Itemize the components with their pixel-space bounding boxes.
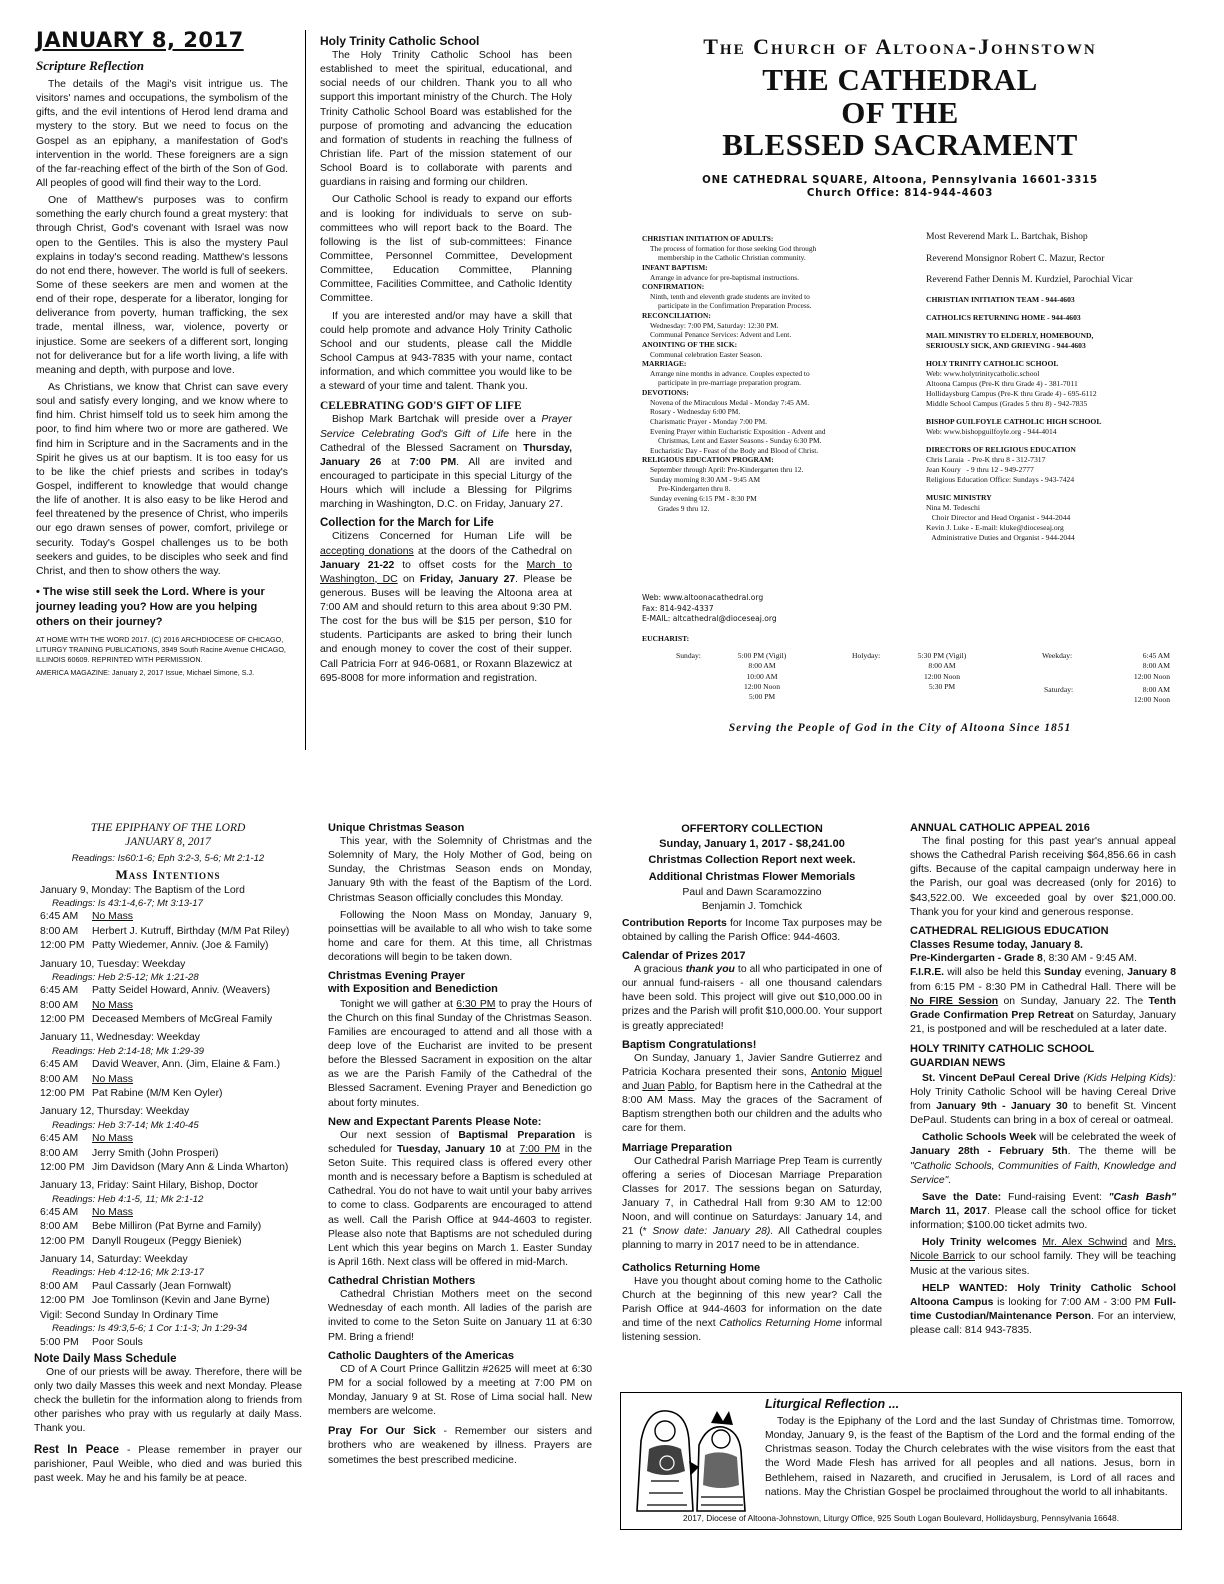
- serving-tagline: Serving the People of God in the City of Altoona Since 1851: [728, 722, 1072, 734]
- christian-mothers-paragraph: Cathedral Christian Mothers meet on the second Wednesday of each month. All ladies of the parish are invited to come to the Seton Suite on January 11 at 6:30 PM. Bring a friend!: [328, 1289, 592, 1343]
- religious-education-paragraph: Pre-Kindergarten - Grade 8, 8:30 AM - 9:45 AM. F.I.R.E. will also be held this Sunday evening, January 8 from 6:15 PM - 8:30 PM in Cathedral Hall. There will be No FIRE Session on Sunday, January 22. The Tenth Grade Confirmation Prep Retreat on Saturday, January 21, is postponed and will be rescheduled at a later date.: [910, 953, 1176, 1035]
- intention-time: 12:00 PM: [40, 1014, 85, 1026]
- weekday-times: 6:45 AM 8:00 AM 12:00 Noon: [1133, 651, 1170, 681]
- intention-time: 6:45 AM: [40, 1059, 79, 1071]
- intention-readings: Readings: Heb 3:7-14; Mk 1:40-45: [52, 1119, 199, 1131]
- contribution-reports: Contribution Reports for Income Tax purposes may be obtained by calling the Parish Office: 944-4603.: [622, 917, 882, 943]
- ministry-contact-line: Chris Laraia - Pre-K thru 8 - 312-7317: [926, 455, 1046, 465]
- contact-info: [642, 593, 904, 625]
- intention-day-title: January 12, Thursday: Weekday: [40, 1106, 190, 1118]
- unique-season-paragraph: Following the Noon Mass on Monday, January 9, poinsettias will be available to all who wish to take some home and care for them. At this time, all Christmas decorations will begin to be taken down.: [328, 909, 592, 964]
- copyright-credit: AT HOME WITH THE WORD 2017. (C) 2016 ARCHDIOCESE OF CHICAGO, LITURGY TRAINING PUBLICATIONS, 3949 South Racine Avenue CHICAGO, ILLINOIS 60609. REPRINTED WITH PERMISSION.: [36, 635, 286, 664]
- column-divider: [305, 30, 306, 750]
- ministry-contact-line: MUSIC MINISTRY: [926, 493, 992, 503]
- intention-time: 6:45 AM: [40, 985, 79, 997]
- intention-name: David Weaver, Ann. (Jim, Elaine & Fam.): [92, 1059, 281, 1071]
- intention-time: 6:45 AM: [40, 1133, 79, 1145]
- liturgical-reflection-text: Today is the Epiphany of the Lord and the last Sunday of Christmas time. Tomorrow, Monday, January 9, is the feast of the Baptism of the Lord and the formal ending of the Christmas season. Today the Church celebrates with the wise visitors from the east that the Word Made Flesh has arrived for all peoples and all nations. Jesus, born in Bethlehem, raised in Nazareth, and crucified in Jerusalem, is Lord of all races and nations. May the Christian Gospel be proclaimed throughout the world to all inhabitants.: [765, 1416, 1175, 1498]
- directory-line: participate in the Confirmation Preparation Process.: [658, 301, 812, 311]
- daily-mass-note: One of our priests will be away. Therefore, there will be only two daily Masses this week and next Monday. Please check the bulletin for the information along to friends from other parishes who pray with us regularly at daily Mass. Thank you.: [34, 1366, 302, 1435]
- directory-line: Pre-Kindergarten thru 8.: [658, 484, 731, 494]
- section-heading: Marriage Preparation: [622, 1141, 733, 1154]
- ministry-contact-line: Nina M. Tedeschi: [926, 503, 980, 513]
- directory-line: Christmas, Lent and Easter Seasons - Sunday 6:30 PM.: [658, 436, 822, 446]
- bishop-name: Most Reverend Mark L. Bartchak, Bishop: [926, 231, 1088, 242]
- intention-day-title: January 9, Monday: The Baptism of the Lord: [40, 884, 245, 896]
- intention-day: [34, 1253, 302, 1309]
- directory-line: September through April: Pre-Kindergarten thru 12.: [650, 465, 804, 474]
- directory-line: Sunday morning 8:30 AM - 9:45 AM: [650, 474, 761, 484]
- directory-line: The process of formation for those seeking God through: [650, 243, 817, 253]
- intention-row: [34, 984, 302, 998]
- directory-line: Sunday evening 6:15 PM - 8:30 PM: [650, 493, 757, 503]
- school-paragraph: The Holy Trinity Catholic School has been established to meet the spiritual, educational, and social needs of our children. Thank you to all who support this important ministry of the Church. The Holy Trinity Catholic School Board was established for the purpose of promoting and advancing the education and formation of students in reaching the fullness of Christian life. Part of the mission statement of our School Board is to collaborate with parents and guardians in raising and forming our children.: [320, 50, 572, 189]
- flower-memorials: Additional Christmas Flower Memorials Paul and Dawn Scaramozzino Benjamin J. Tomchick: [648, 871, 856, 913]
- catholics-returning-paragraph: Have you thought about coming home to the Catholic Church at the beginning of this new year? Call the Parish Office at 944-4603 for information on the date and time of the next Catholics Returning Home informal listening session.: [622, 1275, 883, 1344]
- ministry-contact-line: Middle School Campus (Grades 5 thru 8) - 942-7835: [926, 399, 1088, 409]
- intention-row: [34, 925, 302, 939]
- intention-name: No Mass: [92, 1073, 133, 1085]
- reflection-paragraph: As Christians, we know that Christ can save every soul and satisfy every longing, and we know where to find him. Christ himself told us to seek him among the poor, to find him where two or more are gathered. We find him in Scripture and in the Sacraments and in the Spirit he gives us at our baptism. It is too easy for us to be like the chief priests and scribes in today's Gospel, indifferent to knowledge that would change the life of another. It is also easy to be like Herod and feel threatened by the presence of Christ, who imperils our ego drawn senses of power, comfort, privilege or security. Today's Gospel challenges us to be both seekers and guides, to be disciples who seek and find Christ, and then to show others the way.: [36, 381, 288, 577]
- directory-heading: ANOINTING OF THE SICK:: [642, 339, 738, 349]
- sunday-readings: Readings: Is60:1-6; Eph 3:2-3, 5-6; Mt 2:1-12: [71, 852, 265, 864]
- ministry-contact-line: CATHOLICS RETURNING HOME - 944-4603: [926, 312, 1081, 322]
- holyday-label: Holyday:: [852, 651, 881, 660]
- section-heading: Cathedral Christian Mothers: [328, 1275, 476, 1288]
- copyright-credit: AMERICA MAGAZINE: January 2, 2017 Issue, Michael Simone, S.J.: [36, 667, 255, 677]
- baptism-prep-paragraph: Our next session of Baptismal Preparation is scheduled for Tuesday, January 10 at 7:00 PM in the Seton Suite. This required class is offered every other month and is necessary before a Baptism is scheduled at Cathedral. You do not have to wait until your baby arrives to come to class. Godparents are encouraged to attend as well. Call the Parish Office at 944-4603 to register. Please also note that Baptisms are not scheduled during Lent which this year begins on March 1. Easter Sunday is April 16th. Next class will be offered in mid-March.: [328, 1129, 592, 1269]
- ministry-contact-line: SERIOUSLY SICK, AND GRIEVING - 944-4603: [926, 341, 1086, 351]
- school-paragraph: Our Catholic School is ready to expand our efforts and is looking for individuals to serve on sub-committees who will report back to the Board. The following is the list of sub-committees: Finance Committee, Personnel Committee, Development Committee, Education Committee, Planning Committee, Facilities Committee, and Catholic Identity Committee.: [320, 194, 572, 305]
- intention-readings: Readings: Is 43:1-4,6-7; Mt 3:13-17: [52, 897, 203, 909]
- intention-row: [34, 1235, 302, 1249]
- intention-name: Bebe Milliron (Pat Byrne and Family): [92, 1221, 262, 1233]
- directory-line: Wednesday: 7:00 PM, Saturday: 12:30 PM.: [650, 320, 779, 330]
- intention-name: Jerry Smith (John Prosperi): [92, 1147, 219, 1159]
- directory-heading: RECONCILIATION:: [642, 311, 711, 320]
- unique-season-paragraph: This year, with the Solemnity of Christmas and the Solemnity of Mary, the Holy Mother of God, being on Sunday, the Christmas Season ends on Monday, January 9th with the feast of the Baptism of the Lord. Christmas Season officially concludes this Monday.: [328, 836, 592, 904]
- liturgical-reflection-box: [620, 1392, 1182, 1530]
- vigil-intention: 5:00 PM Poor Souls: [40, 1336, 143, 1348]
- ministry-contact-line: DIRECTORS OF RELIGIOUS EDUCATION: [926, 445, 1076, 455]
- ministry-contact-line: Religious Education Office: Sundays - 943-7424: [926, 475, 1075, 485]
- cathedral-address: ONE CATHEDRAL SQUARE, Altoona, Pennsylvania 16601-3315: [702, 174, 1098, 186]
- diocese-name: The Church of Altoona-Johnstown: [703, 34, 1097, 59]
- ministry-contact-line: Kevin J. Luke - E-mail: kluke@dioceseaj.org: [926, 523, 1064, 533]
- sunday-times: 5:00 PM (Vigil) 8:00 AM 10:00 AM 12:00 Noon 5:00 PM: [737, 651, 787, 701]
- intention-row: [34, 999, 302, 1013]
- classes-resume: Classes Resume today, January 8.: [910, 938, 1083, 951]
- section-heading: ANNUAL CATHOLIC APPEAL 2016: [910, 822, 1090, 834]
- reflection-paragraph: One of Matthew's purposes was to confirm something the early church found a great mystery: that through Christ, God's covenant with Israel was now open to the Gentiles. This is also the mystery Paul explains in today's second reading. Matthew's lessons do not end there, however. The world is full of seekers. Some of these seekers are men and women at the end of their rope, desperate for a liberator, longing for deliverance from poverty, human trafficking, the sex trade, mental illness, war, violence, poverty or injustice. Some are seekers of a different sort, longing not for deliverance but for a life worth living, a life with meaning and depth, with purpose and love.: [36, 195, 288, 376]
- ministry-contact-line: HOLY TRINITY CATHOLIC SCHOOL: [926, 359, 1059, 369]
- sacraments-directory: [642, 234, 904, 513]
- intention-day: [34, 884, 302, 954]
- section-heading: Note Daily Mass Schedule: [34, 1352, 177, 1365]
- section-heading: Catholics Returning Home: [622, 1261, 761, 1274]
- ministry-contact-line: Administrative Duties and Organist - 944-2044: [926, 533, 1075, 543]
- reflection-question: • The wise still seek the Lord. Where is your journey leading you? How are you helping others on their journey?: [36, 585, 265, 628]
- school-paragraph: If you are interested and/or may have a skill that could help promote and advance Holy Trinity Catholic School and our students, please call the Middle School Campus at 943-7835 with your name, contact information, and which committee you would like to be a steward of your time and talent. Thank you.: [320, 310, 572, 393]
- vicar-name: Reverend Father Dennis M. Kurdziel, Parochial Vicar: [926, 274, 1133, 286]
- section-heading: Catholic Daughters of the Americas: [328, 1349, 515, 1362]
- directory-heading: RELIGIOUS EDUCATION PROGRAM:: [642, 455, 774, 465]
- intention-name: Patty Seidel Howard, Anniv. (Weavers): [92, 985, 271, 997]
- staff-directory: [926, 231, 1186, 543]
- intention-day-title: January 13, Friday: Saint Hilary, Bishop, Doctor: [40, 1180, 259, 1192]
- directory-line: Communal celebration Easter Season.: [650, 349, 763, 359]
- section-heading: Unique Christmas Season: [328, 822, 465, 834]
- directory-line: Ninth, tenth and eleventh grade students are invited to: [650, 291, 810, 301]
- section-heading: Holy Trinity Catholic School: [320, 34, 480, 48]
- cash-bash-paragraph: Save the Date: Fund-raising Event: "Cash Bash" March 11, 2017. Please call the school office for ticket information; $100.00 ticket admits two.: [910, 1191, 1177, 1232]
- mass-intentions-column: [34, 822, 302, 1489]
- directory-line: Evening Prayer within Eucharistic Exposition - Advent and: [650, 426, 826, 436]
- intention-time: 8:00 AM: [40, 1280, 79, 1292]
- mass-intentions-list: [34, 884, 302, 1309]
- directory-heading: CONFIRMATION:: [642, 282, 705, 292]
- intention-name: Deceased Members of McGreal Family: [92, 1014, 273, 1026]
- intention-day: [34, 958, 302, 1028]
- intention-row: [34, 1132, 302, 1146]
- ministry-contact-line: Choir Director and Head Organist - 944-2044: [926, 513, 1071, 523]
- directory-heading: CHRISTIAN INITIATION OF ADULTS:: [642, 234, 774, 243]
- intention-day-title: January 14, Saturday: Weekday: [40, 1254, 188, 1266]
- intention-time: 12:00 PM: [40, 940, 85, 952]
- section-heading: Christmas Evening Prayer with Exposition and Benediction: [328, 970, 498, 996]
- liturgical-reflection-heading: Liturgical Reflection ...: [765, 1397, 900, 1411]
- intention-row: [34, 939, 302, 953]
- scripture-reflection-column: [36, 28, 288, 677]
- bulletin-date: JANUARY 8, 2017: [36, 28, 244, 52]
- offertory-column: [622, 822, 882, 1348]
- section-heading: HOLY TRINITY CATHOLIC SCHOOL GUARDIAN NEWS: [910, 1043, 1095, 1070]
- march-for-life-paragraph: Citizens Concerned for Human Life will be accepting donations at the doors of the Cathedral on January 21-22 to offset costs for the March to Washington, DC on Friday, January 27. Please be generous. Buses will be leaving the Altoona area at 7:00 AM and should return to this area about 9:30 PM. The cost for the bus will be $15 per person, $10 for students. Participants are asked to bring their lunch and enough money to cover the cost of their supper. Call Patricia Forr at 946-0681, or Roxann Blazewicz at 695-8008 for more information and registration.: [320, 531, 572, 684]
- liturgical-footer: 2017, Diocese of Altoona-Johnstown, Liturgy Office, 925 South Logan Boulevard, Hollidaysburg, Pennsylvania 16648.: [682, 1513, 1120, 1523]
- cathedral-title: THE CATHEDRAL OF THE BLESSED SACRAMENT: [722, 62, 1078, 163]
- ministry-contact-line: BISHOP GUILFOYLE CATHOLIC HIGH SCHOOL: [926, 417, 1102, 427]
- intention-name: No Mass: [92, 1133, 133, 1145]
- weekday-label: Weekday:: [1042, 651, 1073, 660]
- evening-prayer-paragraph: Tonight we will gather at 6:30 PM to pray the Hours of the Church on this final Sunday of the Christmas Season. Families are encouraged to attend and all those with a deep love of the Eucharist are invited to be present before the Blessed Sacrament in exposition on the altar as we are the Parish Family of the Cathedral of the Blessed Sacrament. Evening Prayer and Benediction go about forty minutes.: [328, 998, 593, 1109]
- intention-name: No Mass: [92, 911, 133, 923]
- directory-heading: MARRIAGE:: [642, 359, 687, 369]
- masthead: [620, 34, 1180, 201]
- section-heading: CATHEDRAL RELIGIOUS EDUCATION: [910, 924, 1109, 937]
- rest-in-peace-note: Rest In Peace - Please remember in prayer our parishioner, Paul Weible, who died and was buried this past week. May he and his family be at peace.: [34, 1443, 302, 1485]
- email-link[interactable]: E-MAIL: altcathedral@dioceseaj.org: [642, 614, 777, 624]
- intention-row: [34, 1013, 302, 1027]
- intention-readings: Readings: Heb 4:12-16; Mk 2:13-17: [52, 1267, 204, 1279]
- catholic-daughters-paragraph: CD of A Court Prince Gallitzin #2625 will meet at 6:30 PM for a social followed by a meeting at 7:00 PM on Monday, January 9 at St. Rose of Lima social hall. New members are welcome.: [328, 1363, 592, 1418]
- intention-row: [34, 1161, 302, 1175]
- saturday-label: Saturday:: [1044, 685, 1074, 694]
- intention-time: 6:45 AM: [40, 1207, 79, 1219]
- directory-line: Communal Penance Services: Advent and Lent.: [650, 330, 792, 340]
- ministry-contact-line: MAIL MINISTRY TO ELDERLY, HOMEBOUND,: [926, 331, 1094, 340]
- directory-heading: DEVOTIONS:: [642, 388, 689, 397]
- marriage-prep-paragraph: Our Cathedral Parish Marriage Prep Team is currently offering a series of Diocesan Marriage Preparation Classes for 2017. The sessions began on Saturday, January 7, in Cathedral Hall from 9:30 AM to 12:00 Noon, and will continue on Saturdays: January 14, and 21 (* Snow date: January 28). All Cathedral couples planning to marry in 2017 need to be in attendance.: [622, 1155, 882, 1252]
- intention-day-title: January 11, Wednesday: Weekday: [40, 1032, 200, 1044]
- intention-day: [34, 1179, 302, 1249]
- directory-line: Charismatic Prayer - Monday 7:00 PM.: [650, 416, 768, 426]
- ministry-contacts: [926, 295, 1186, 543]
- eucharist-schedule: [642, 634, 1182, 714]
- pray-for-sick-paragraph: Pray For Our Sick - Remember our sisters and brothers who are weakened by illness. Prayers are sometimes the best prescribed medicine.: [328, 1425, 592, 1466]
- church-office-phone: Church Office: 814-944-4603: [806, 188, 994, 200]
- help-wanted-paragraph: HELP WANTED: Holy Trinity Catholic School Altoona Campus is looking for 7:00 AM - 3:00 PM Full-time Custodian/Maintenance Person. For an interview, please call: 814 943-7835.: [910, 1282, 1176, 1337]
- gift-of-life-paragraph: Bishop Mark Bartchak will preside over a Prayer Service Celebrating God's Gift of Life here in the Cathedral of the Blessed Sacrament on Thursday, January 26 at 7:00 PM. All are invited and encouraged to participate in this special Liturgy of the Hours which will include a Blessing for Pilgrims marching in Washington, D.C. on Friday, January 27.: [320, 414, 572, 511]
- intention-time: 6:45 AM: [40, 911, 79, 923]
- offertory-heading: OFFERTORY COLLECTION Sunday, January 1, 2017 - $8,241.00 Christmas Collection Report next week.: [648, 823, 856, 866]
- reflection-paragraph: The details of the Magi's visit intrigue us. The visitors' names and occupations, the symbolism of the gifts, and the evil intentions of Herod lend drama and mystery to the story. But we need to focus on the Gospel as an epiphany, a manifestation of God's intervention in the world. These foreigners are a sign of the far-reaching effect of the birth of the Son of God. All peoples of good will find their way to the Lord.: [36, 79, 288, 189]
- intention-name: Danyll Rougeux (Peggy Bieniek): [92, 1235, 242, 1247]
- intention-time: 8:00 AM: [40, 1147, 79, 1159]
- intention-row: [34, 1206, 302, 1220]
- eucharist-label: EUCHARIST:: [642, 634, 690, 643]
- directory-line: Arrange in advance for pre-baptismal instructions.: [650, 272, 799, 282]
- intention-row: [34, 1280, 302, 1294]
- intention-readings: Readings: Heb 2:14-18; Mk 1:29-39: [52, 1045, 204, 1057]
- calendar-prizes-paragraph: A gracious thank you to all who participated in one of our annual fund-raisers - all one thousand calendars have been sold. This project will give out $10,000.00 in prizes and the Parish will profit $10,000.00. Your support is greatly appreciated!: [622, 963, 883, 1032]
- section-heading: CELEBRATING GOD'S GIFT OF LIFE: [320, 400, 522, 413]
- sunday-label: Sunday:: [676, 651, 701, 660]
- schools-week-paragraph: Catholic Schools Week will be celebrated the week of January 28th - February 5th. The theme will be "Catholic Schools, Communities of Faith, Knowledge and Service".: [910, 1132, 1177, 1186]
- section-heading: Baptism Congratulations!: [622, 1038, 757, 1051]
- vigil-day: Vigil: Second Sunday In Ordinary Time: [40, 1309, 219, 1321]
- intention-time: 8:00 AM: [40, 925, 79, 937]
- feast-title: THE EPIPHANY OF THE LORD JANUARY 8, 2017: [90, 822, 246, 848]
- intention-row: [34, 1058, 302, 1072]
- magi-art-icon: [627, 1401, 751, 1513]
- cereal-drive-paragraph: St. Vincent DePaul Cereal Drive (Kids Helping Kids): Holy Trinity Catholic School will be having Cereal Drive from January 9th - January 30 to benefit St. Vincent DePaul. Students can bring in a box of cereal or oatmeal.: [910, 1072, 1177, 1127]
- intention-name: Pat Rabine (M/M Ken Oyler): [92, 1087, 223, 1099]
- intention-name: No Mass: [92, 1207, 133, 1219]
- appeal-column: [910, 822, 1176, 1341]
- intention-day: [34, 1031, 302, 1101]
- intention-time: 12:00 PM: [40, 1161, 85, 1173]
- intention-name: Joe Tomlinson (Kevin and Jane Byrne): [92, 1295, 270, 1307]
- ministry-contact-line: Hollidaysburg Campus (Pre-K thru Grade 4) - 695-6112: [926, 389, 1097, 399]
- magi-illustration: [627, 1401, 751, 1513]
- section-heading: Collection for the March for Life: [320, 517, 494, 530]
- intention-name: Paul Cassarly (Jean Fornwalt): [92, 1280, 232, 1292]
- intention-name: Patty Wiedemer, Anniv. (Joe & Family): [92, 940, 269, 952]
- intention-row: [34, 1220, 302, 1234]
- intention-row: [34, 1073, 302, 1087]
- baptism-congrats-paragraph: On Sunday, January 1, Javier Sandre Gutierrez and Patricia Kochara presented their sons, Antonio Miguel and Juan Pablo, for Baptism here in the Cathedral at the 8:00 AM Mass. May the graces of the Sacrament of Baptism strengthen both our children and the adults who care for them.: [622, 1052, 882, 1135]
- directory-line: participate in pre-marriage preparation program.: [658, 378, 802, 388]
- intention-row: [34, 1147, 302, 1161]
- intention-name: Herbert J. Kutruff, Birthday (M/M Pat Riley): [92, 925, 290, 937]
- intention-day: [34, 1105, 302, 1175]
- school-news-column: [320, 34, 572, 689]
- intention-row: [34, 910, 302, 924]
- intention-row: [34, 1294, 302, 1308]
- section-heading: Calendar of Prizes 2017: [622, 949, 746, 962]
- intention-readings: Readings: Heb 2:5-12; Mk 1:21-28: [52, 971, 199, 983]
- intention-time: 8:00 AM: [40, 1221, 79, 1233]
- ministry-contact-line: Web: www.bishopguilfoyle.org - 944-4014: [926, 427, 1057, 437]
- directory-line: Novena of the Miraculous Medal - Monday 7:45 AM.: [650, 397, 810, 407]
- annual-appeal-paragraph: The final posting for this past year's annual appeal shows the Cathedral Parish receiving $64,856.66 in cash gifts. Because of the capital campaign underway here in the Parish, our goal was decreased (only for 2016) to $43,522.00. We exceeded goal by over $21,000.00. Thank you for your kind and generous response.: [910, 836, 1176, 918]
- holyday-times: 5:30 PM (Vigil) 8:00 AM 12:00 Noon 5:30 PM: [917, 651, 967, 691]
- scripture-reflection-heading: Scripture Reflection: [36, 58, 144, 73]
- directory-line: Rosary - Wednesday 6:00 PM.: [650, 407, 741, 417]
- directory-line: membership in the Catholic Christian community.: [658, 253, 806, 263]
- fax-number: Fax: 814-942-4337: [642, 603, 714, 613]
- intention-name: No Mass: [92, 999, 133, 1011]
- directory-line: Arrange nine months in advance. Couples expected to: [650, 368, 810, 378]
- intention-time: 8:00 AM: [40, 999, 79, 1011]
- intention-time: 12:00 PM: [40, 1235, 85, 1247]
- ministry-contact-line: Web: www.holytrinitycatholic.school: [926, 369, 1040, 379]
- intention-name: Jim Davidson (Mary Ann & Linda Wharton): [92, 1161, 289, 1173]
- directory-line: Grades 9 thru 12.: [658, 503, 710, 513]
- directory-heading: INFANT BAPTISM:: [642, 262, 708, 272]
- mass-intentions-heading: Mass Intentions: [115, 866, 221, 882]
- intention-readings: Readings: Heb 4:1-5, 11; Mk 2:1-12: [52, 1193, 204, 1205]
- parish-news-column: [328, 822, 592, 1471]
- rector-name: Reverend Monsignor Robert C. Mazur, Rector: [926, 252, 1105, 264]
- directory-line: Eucharistic Day - Feast of the Body and Blood of Christ.: [650, 445, 819, 455]
- section-heading: New and Expectant Parents Please Note:: [328, 1115, 542, 1128]
- intention-day-title: January 10, Tuesday: Weekday: [40, 958, 186, 970]
- intention-time: 8:00 AM: [40, 1073, 79, 1085]
- ministry-contact-line: CHRISTIAN INITIATION TEAM - 944-4603: [926, 294, 1075, 304]
- vigil-readings: Readings: Is 49:3,5-6; 1 Cor 1:1-3; Jn 1:29-34: [52, 1323, 248, 1335]
- ministry-contact-line: Altoona Campus (Pre-K thru Grade 4) - 381-7011: [926, 379, 1078, 389]
- website-link[interactable]: Web: www.altoonacathedral.org: [642, 593, 764, 602]
- saturday-times: 8:00 AM 12:00 Noon: [1133, 685, 1170, 705]
- ministry-contact-line: Jean Koury - 9 thru 12 - 949-2777: [926, 465, 1034, 475]
- intention-time: 12:00 PM: [40, 1295, 85, 1307]
- intention-time: 12:00 PM: [40, 1087, 85, 1099]
- welcome-teachers-paragraph: Holy Trinity welcomes Mr. Alex Schwind and Mrs. Nicole Barrick to our school family. They will be teaching Music at the various sites.: [910, 1237, 1177, 1277]
- intention-row: [34, 1087, 302, 1101]
